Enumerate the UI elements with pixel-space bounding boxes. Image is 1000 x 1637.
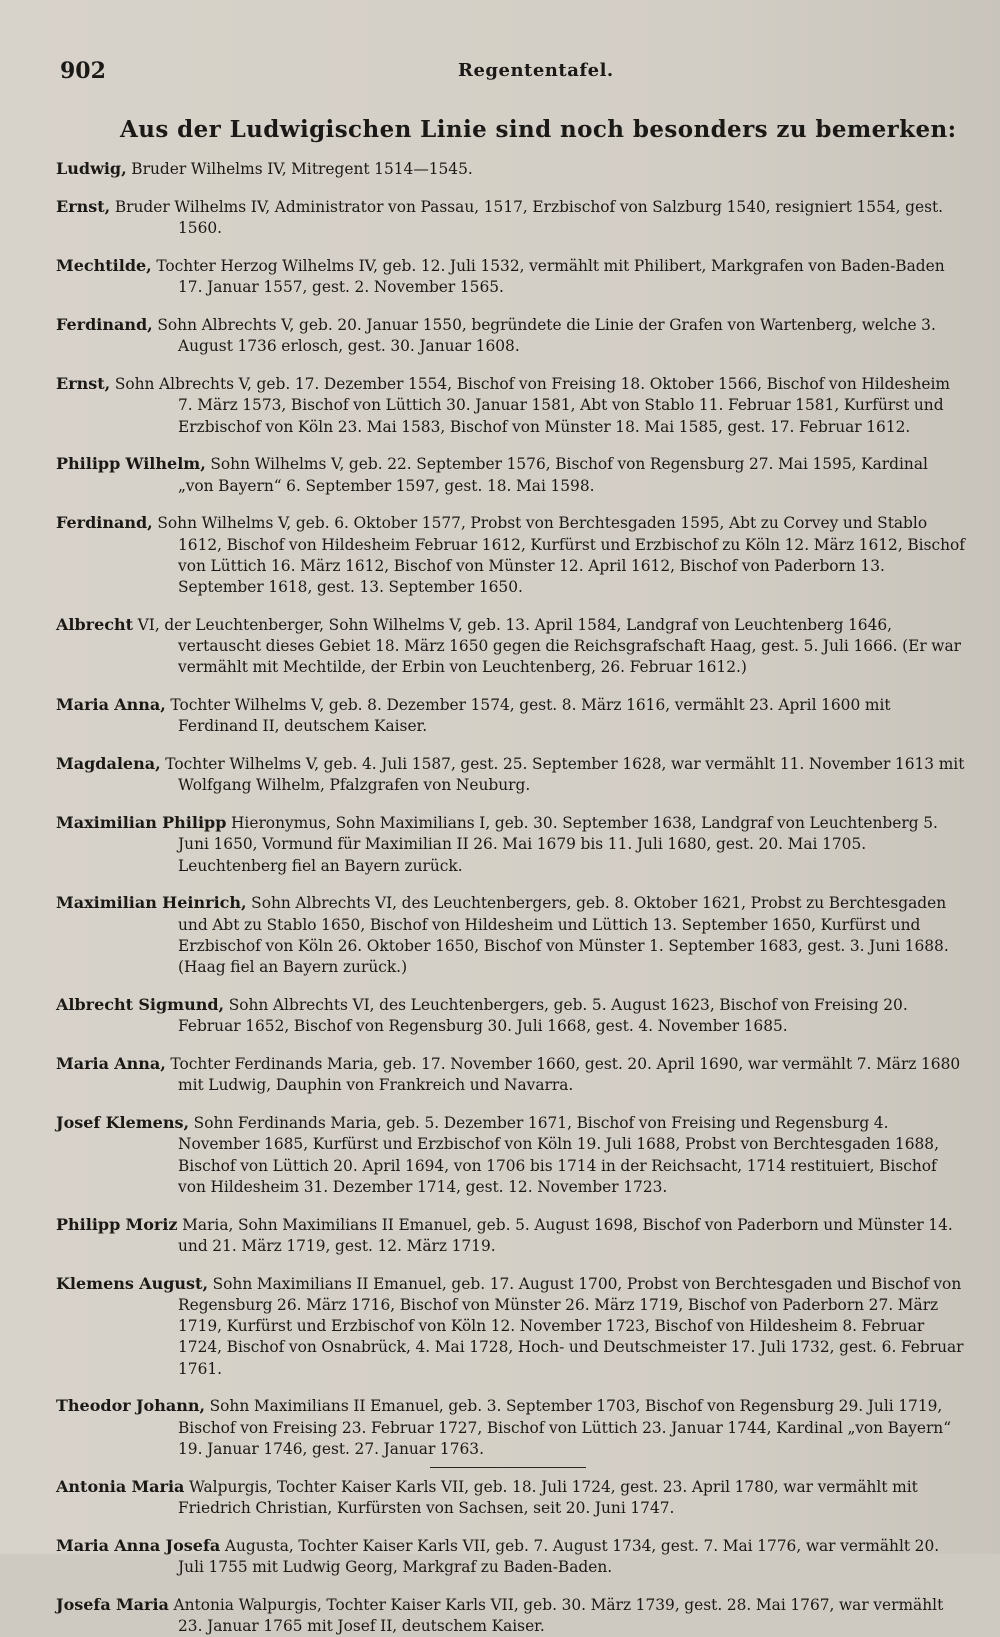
closing-rule <box>430 1467 586 1468</box>
entry-text: Augusta, Tochter Kaiser Karls VII, geb. 7. August 1734, gest. 7. Mai 1776, war vermählt 20. Juli 1755 mit Ludwig Georg, Markgraf zu Baden-Baden. <box>178 1536 940 1576</box>
section-heading: Aus der Ludwigischen Linie sind noch besonders zu bemerken: <box>120 116 957 143</box>
entry <box>56 614 968 679</box>
entry-name: Antonia Maria <box>56 1476 185 1496</box>
entry-name: Theodor Johann, <box>56 1396 206 1416</box>
entry-text: Sohn Maximilians II Emanuel, geb. 3. September 1703, Bischof von Regensburg 29. Juli 1719, Bischof von Freising 23. Februar 1727, Bischof von Lüttich 23. Januar 1744, Kardinal „von Bayern“ 19. Januar 1746, gest. 27. Januar 1763. <box>178 1397 952 1458</box>
entries-list <box>56 143 968 1637</box>
entry <box>56 255 968 299</box>
entry-text: Hieronymus, Sohn Maximilians I, geb. 30. September 1638, Landgraf von Leuchtenberg 5. Juni 1650, Vormund für Maximilian II 26. Mai 1679 bis 11. Juli 1680, gest. 20. Mai 1705. Leuchtenberg fiel an Bayern zurück. <box>178 814 938 875</box>
entry-text: Walpurgis, Tochter Kaiser Karls VII, geb. 18. Juli 1724, gest. 23. April 1780, war vermählt mit Friedrich Christian, Kurfürsten von Sachsen, seit 20. Juni 1747. <box>178 1477 918 1517</box>
entry-name: Philipp Wilhelm, <box>56 454 206 474</box>
entry <box>56 694 968 738</box>
entry <box>56 373 968 438</box>
entry <box>56 1053 968 1097</box>
entry <box>56 812 968 877</box>
entry-name: Maximilian Philipp <box>56 813 227 833</box>
entry-text: Sohn Wilhelms V, geb. 22. September 1576, Bischof von Regensburg 27. Mai 1595, Kardinal „von Bayern“ 6. September 1597, gest. 18. Mai 1598. <box>178 455 928 495</box>
entry-text: Sohn Albrechts V, geb. 17. Dezember 1554, Bischof von Freising 18. Oktober 1566, Bischof von Hildesheim 7. März 1573, Bischof von Lüttich 30. Januar 1581, Abt von Stablo 11. Februar 1581, Kurfürst und Erzbischof von Köln 23. Mai 1583, Bischof von Münster 18. Mai 1585, gest. 17. Februar 1612. <box>110 375 951 436</box>
entry-name: Ernst, <box>56 374 111 394</box>
entry <box>56 1112 968 1198</box>
entry-name: Magdalena, <box>56 754 161 774</box>
entry <box>56 1273 968 1380</box>
entry-name: Klemens August, <box>56 1273 209 1293</box>
entry-text: Sohn Albrechts VI, des Leuchtenbergers, geb. 8. Oktober 1621, Probst zu Berchtesgaden und Abt zu Stablo 1650, Bischof von Hildesheim und Lüttich 13. September 1650, Kurfürst und Erzbischof von Köln 26. Oktober 1650, Bischof von Münster 1. September 1683, gest. 3. Juni 1688. (Haag fiel an Bayern zurück.) <box>178 894 949 977</box>
entry <box>56 512 968 598</box>
entry-text: Tochter Ferdinands Maria, geb. 17. November 1660, gest. 20. April 1690, war vermählt 7. März 1680 mit Ludwig, Dauphin von Frankreich und Navarra. <box>165 1054 961 1095</box>
entry-name: Josefa Maria <box>56 1594 169 1614</box>
entry-name: Maximilian Heinrich, <box>56 893 247 913</box>
entry-name: Philipp Moriz <box>56 1214 178 1234</box>
entry-text: Sohn Albrechts V, geb. 20. Januar 1550, begründete die Linie der Grafen von Wartenberg, welche 3. August 1736 erlosch, gest. 30. Januar 1608. <box>152 316 936 356</box>
entry-name: Ernst, <box>56 197 111 217</box>
entry-name: Ferdinand, <box>56 315 153 335</box>
entry-text: Sohn Wilhelms V, geb. 6. Oktober 1577, Probst von Berchtesgaden 1595, Abt zu Corvey und Stablo 1612, Bischof von Hildesheim Februar 1612, Kurfürst und Erzbischof zu Köln 12. März 1612, Bischof von Lüttich 16. März 1612, Bischof von Münster 12. April 1612, Bischof von Paderborn 13. September 1618, gest. 13. September 1650. <box>152 514 965 597</box>
running-title: Regententafel. <box>458 60 614 81</box>
page-header <box>60 58 940 92</box>
entry-text: Antonia Walpurgis, Tochter Kaiser Karls VII, geb. 30. März 1739, gest. 28. Mai 1767, war vermählt 23. Januar 1765 mit Josef II, deutschem Kaiser. <box>168 1595 944 1635</box>
entry-text: Tochter Herzog Wilhelms IV, geb. 12. Juli 1532, vermählt mit Philibert, Markgrafen von Baden-Baden 17. Januar 1557, gest. 2. November 1565. <box>151 257 945 297</box>
page-number: 902 <box>60 58 106 84</box>
entry-name: Josef Klemens, <box>56 1112 190 1132</box>
entry-name: Maria Anna Josefa <box>56 1535 221 1555</box>
entry-text: Sohn Maximilians II Emanuel, geb. 17. August 1700, Probst von Berchtesgaden und Bischof von Regensburg 26. März 1716, Bischof von Münster 26. März 1719, Bischof von Paderborn 27. März 1719, Kurfürst und Erzbischof von Köln 12. November 1723, Bischof von Hildesheim 8. Februar 1724, Bischof von Osnabrück, 4. Mai 1728, Hoch- und Deutschmeister 17. Juli 1732, gest. 6. Februar 1761. <box>178 1274 964 1378</box>
entry <box>56 892 968 978</box>
entry-text: Sohn Albrechts VI, des Leuchtenbergers, geb. 5. August 1623, Bischof von Freising 20. Februar 1652, Bischof von Regensburg 30. Juli 1668, gest. 4. November 1685. <box>178 995 908 1036</box>
entry-text: Tochter Wilhelms V, geb. 8. Dezember 1574, gest. 8. März 1616, vermählt 23. April 1600 mit Ferdinand II, deutschem Kaiser. <box>165 696 891 736</box>
entry <box>56 453 968 497</box>
entry-text: Tochter Wilhelms V, geb. 4. Juli 1587, gest. 25. September 1628, war vermählt 11. November 1613 mit Wolfgang Wilhelm, Pfalzgrafen von Neuburg. <box>160 755 965 795</box>
entry-text: Maria, Sohn Maximilians II Emanuel, geb. 5. August 1698, Bischof von Paderborn und Münster 14. und 21. März 1719, gest. 12. März 1719. <box>177 1215 953 1255</box>
entry-text: Bruder Wilhelms IV, Administrator von Passau, 1517, Erzbischof von Salzburg 1540, resigniert 1554, gest. 1560. <box>110 198 944 238</box>
entry <box>56 158 968 180</box>
entry <box>56 196 968 240</box>
entry-text: Bruder Wilhelms IV, Mitregent 1514—1545. <box>126 160 473 179</box>
entry-text: VI, der Leuchtenberger, Sohn Wilhelms V, geb. 13. April 1584, Landgraf von Leuchtenberg 1646, vertauscht dieses Gebiet 18. März 1650 gegen die Reichsgrafschaft Haag, gest. 5. Juli 1666. (Er war vermählt mit Mechtilde, der Erbin von Leuchtenberg, 26. Februar 1612.) <box>133 615 961 677</box>
entry-name: Ludwig, <box>56 159 127 179</box>
entry <box>56 1476 968 1520</box>
entry <box>56 1594 968 1637</box>
entry-name: Maria Anna, <box>56 1053 166 1073</box>
entry <box>56 753 968 797</box>
entry <box>56 1214 968 1258</box>
entry <box>56 994 968 1038</box>
entry-text: Sohn Ferdinands Maria, geb. 5. Dezember 1671, Bischof von Freising und Regensburg 4. November 1685, Kurfürst und Erzbischof von Köln 19. Juli 1688, Probst von Berchtesgaden 1688, Bischof von Lüttich 20. April 1694, von 1706 bis 1714 in der Reichsacht, 1714 restituiert, Bischof von Hildesheim 31. Dezember 1714, gest. 12. November 1723. <box>178 1113 939 1196</box>
entry-name: Ferdinand, <box>56 513 153 533</box>
entry-name: Albrecht <box>56 614 134 634</box>
entry-name: Maria Anna, <box>56 695 166 715</box>
entry-name: Mechtilde, <box>56 256 152 276</box>
entry-name: Albrecht Sigmund, <box>56 994 225 1014</box>
entry <box>56 314 968 358</box>
entry <box>56 1395 968 1460</box>
entry <box>56 1535 968 1579</box>
